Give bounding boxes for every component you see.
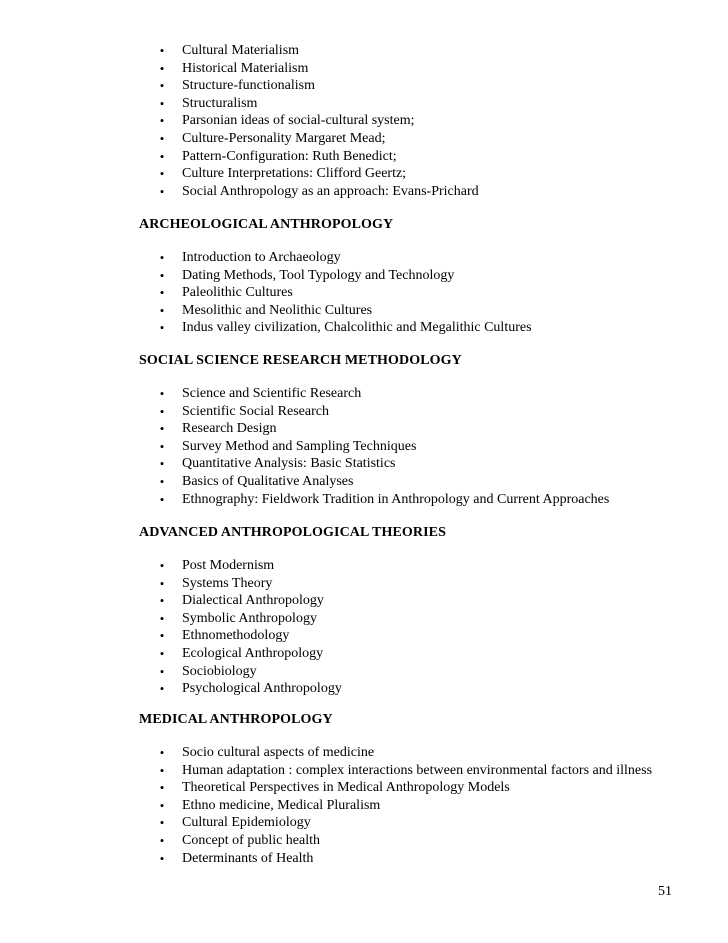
topic-list-continued: [156, 42, 479, 200]
bullet-icon: •: [159, 166, 165, 182]
list-item: [156, 779, 652, 797]
bullet-icon: •: [159, 60, 165, 76]
list-item: [156, 130, 479, 148]
list-item-text: Ecological Anthropology: [182, 645, 324, 661]
section-heading-archeological-anthropology: ARCHEOLOGICAL ANTHROPOLOGY: [139, 217, 394, 232]
list-item: [156, 112, 479, 130]
bullet-icon: •: [159, 780, 165, 796]
bullet-icon: •: [159, 302, 165, 318]
list-item: [156, 645, 342, 663]
topic-list-archeological-anthropology: [156, 249, 532, 337]
list-item: [156, 60, 479, 78]
list-item-text: Structure-functionalism: [182, 78, 315, 94]
list-item-text: Socio cultural aspects of medicine: [182, 745, 375, 760]
list-item-text: Ethnography: Fieldwork Tradition in Anthropology and Current Approaches: [182, 491, 610, 507]
list-item-text: Social Anthropology as an approach: Evans-Prichard: [182, 183, 479, 199]
list-item-text: Introduction to Archaeology: [182, 250, 341, 265]
list-item: [156, 850, 652, 868]
bullet-icon: •: [159, 815, 165, 831]
page-number: 51: [658, 884, 672, 899]
list-item-text: Ethnomethodology: [182, 628, 290, 644]
bullet-icon: •: [159, 267, 165, 283]
list-item: [156, 302, 532, 320]
bullet-icon: •: [159, 43, 165, 58]
list-item-text: Theoretical Perspectives in Medical Anthropology Models: [182, 780, 510, 796]
topic-list-advanced-anthropological-theories: [156, 557, 342, 698]
bullet-icon: •: [159, 762, 165, 778]
bullet-icon: •: [159, 491, 165, 507]
list-item-text: Ethno medicine, Medical Pluralism: [182, 797, 381, 813]
list-item-text: Cultural Materialism: [182, 43, 300, 58]
list-item: [156, 491, 609, 509]
bullet-icon: •: [159, 575, 165, 591]
list-item: [156, 627, 342, 645]
list-item: [156, 557, 342, 575]
list-item-text: Determinants of Health: [182, 850, 314, 866]
list-item: [156, 832, 652, 850]
bullet-icon: •: [159, 421, 165, 437]
list-item-text: Structuralism: [182, 95, 258, 111]
list-item-text: Mesolithic and Neolithic Cultures: [182, 302, 373, 318]
bullet-icon: •: [159, 745, 165, 760]
list-item: [156, 385, 609, 403]
bullet-icon: •: [159, 628, 165, 644]
list-item-text: Pattern-Configuration: Ruth Benedict;: [182, 148, 397, 164]
list-item: [156, 473, 609, 491]
bullet-icon: •: [159, 681, 165, 697]
list-item: [156, 762, 652, 780]
list-item: [156, 284, 532, 302]
list-item: [156, 575, 342, 593]
list-item: [156, 814, 652, 832]
list-item-text: Psychological Anthropology: [182, 681, 342, 697]
bullet-icon: •: [159, 320, 165, 336]
list-item: [156, 403, 609, 421]
list-item: [156, 797, 652, 815]
bullet-icon: •: [159, 78, 165, 94]
list-item-text: Culture Interpretations: Clifford Geertz;: [182, 166, 407, 182]
bullet-icon: •: [159, 130, 165, 146]
list-item-text: Culture-Personality Margaret Mead;: [182, 130, 386, 146]
list-item-text: Cultural Epidemiology: [182, 815, 311, 831]
topic-list-medical-anthropology: [156, 744, 652, 867]
list-item-text: Quantitative Analysis: Basic Statistics: [182, 456, 396, 472]
list-item-text: Sociobiology: [182, 663, 257, 679]
list-item: [156, 438, 609, 456]
bullet-icon: •: [159, 183, 165, 199]
list-item: [156, 165, 479, 183]
bullet-icon: •: [159, 645, 165, 661]
list-item-text: Scientific Social Research: [182, 403, 329, 419]
bullet-icon: •: [159, 148, 165, 164]
list-item: [156, 663, 342, 681]
list-item: [156, 42, 479, 60]
list-item: [156, 610, 342, 628]
list-item-text: Paleolithic Cultures: [182, 285, 293, 301]
list-item-text: Basics of Qualitative Analyses: [182, 473, 354, 489]
bullet-icon: •: [159, 797, 165, 813]
list-item-text: Historical Materialism: [182, 60, 309, 76]
bullet-icon: •: [159, 832, 165, 848]
list-item: [156, 420, 609, 438]
list-item: [156, 77, 479, 95]
bullet-icon: •: [159, 593, 165, 609]
list-item-text: Dialectical Anthropology: [182, 593, 324, 609]
list-item-text: Concept of public health: [182, 832, 321, 848]
list-item: [156, 267, 532, 285]
list-item-text: Science and Scientific Research: [182, 386, 362, 401]
bullet-icon: •: [159, 386, 165, 401]
list-item: [156, 249, 532, 267]
bullet-icon: •: [159, 438, 165, 454]
list-item: [156, 592, 342, 610]
list-item: [156, 148, 479, 166]
section-heading-social-science-research-methodology: SOCIAL SCIENCE RESEARCH METHODOLOGY: [139, 353, 462, 368]
bullet-icon: •: [159, 663, 165, 679]
bullet-icon: •: [159, 403, 165, 419]
bullet-icon: •: [159, 558, 165, 573]
list-item-text: Human adaptation : complex interactions between environmental factors and illness: [182, 762, 653, 778]
list-item: [156, 95, 479, 113]
topic-list-social-science-research-methodology: [156, 385, 609, 508]
bullet-icon: •: [159, 250, 165, 265]
list-item: [156, 183, 479, 201]
bullet-icon: •: [159, 850, 165, 866]
section-heading-advanced-anthropological-theories: ADVANCED ANTHROPOLOGICAL THEORIES: [139, 525, 446, 540]
bullet-icon: •: [159, 610, 165, 626]
list-item: [156, 319, 532, 337]
bullet-icon: •: [159, 113, 165, 129]
list-item-text: Systems Theory: [182, 575, 273, 591]
list-item-text: Survey Method and Sampling Techniques: [182, 438, 417, 454]
list-item: [156, 680, 342, 698]
bullet-icon: •: [159, 473, 165, 489]
bullet-icon: •: [159, 95, 165, 111]
section-heading-medical-anthropology: MEDICAL ANTHROPOLOGY: [139, 712, 333, 727]
list-item: [156, 455, 609, 473]
bullet-icon: •: [159, 456, 165, 472]
list-item-text: Indus valley civilization, Chalcolithic and Megalithic Cultures: [182, 320, 532, 336]
list-item-text: Parsonian ideas of social-cultural system;: [182, 113, 415, 129]
list-item-text: Symbolic Anthropology: [182, 610, 317, 626]
list-item: [156, 744, 652, 762]
bullet-icon: •: [159, 285, 165, 301]
list-item-text: Post Modernism: [182, 558, 275, 573]
list-item-text: Dating Methods, Tool Typology and Technology: [182, 267, 455, 283]
list-item-text: Research Design: [182, 421, 277, 437]
